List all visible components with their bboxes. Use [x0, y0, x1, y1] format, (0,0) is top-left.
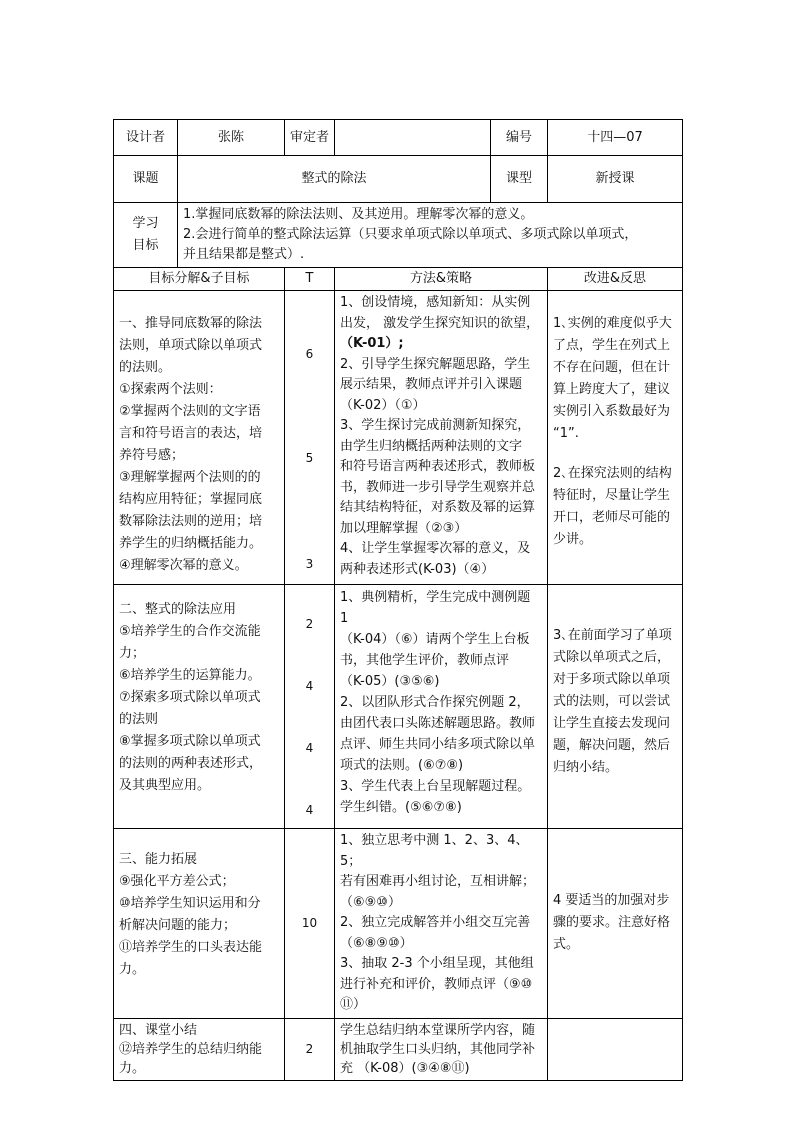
reflection-line: 1､实例的难度似乎大 [553, 316, 672, 331]
objective-line: 力。 [119, 962, 146, 977]
objective-line: 的法则。 [119, 360, 172, 375]
goal-label-line: 学习 [132, 216, 159, 231]
objective-line: 养符号感； [119, 448, 185, 463]
designer-value: 张陈 [178, 120, 285, 156]
t-value: 2 [305, 1041, 314, 1056]
objective-line: 数幂除法法则的逆用；培 [119, 514, 263, 529]
topic-value: 整式的除法 [178, 156, 491, 203]
reviewer-value [335, 120, 491, 156]
reflection-line: 归纳小结。 [553, 760, 619, 775]
method-cell [335, 1018, 548, 1080]
col-objective: 目标分解&子目标 [114, 268, 285, 291]
reflection-cell [548, 291, 683, 585]
objective-line: ⑨强化平方差公式； [119, 874, 235, 889]
objective-line: ⑦探索多项式除以单项式 [119, 690, 261, 705]
t-cell [285, 585, 335, 829]
reflection-line: 3､在前面学习了单项 [553, 628, 672, 643]
reflection-line: 式。 [553, 937, 580, 953]
method-line: 两种表述形式(K-03)（④） [340, 561, 495, 577]
method-line: 3、抽取 2-3 个小组呈现，其他组 [340, 956, 534, 971]
reflection-line: 式的法则，可以尝试 [553, 694, 671, 709]
reflection-cell [548, 585, 683, 829]
objective-line: 一、推导同底数幂的除法 [119, 316, 263, 331]
type-label: 课型 [491, 156, 548, 203]
type-value: 新授课 [548, 156, 683, 203]
method-line: 2、独立完成解答并小组交互完善 [340, 915, 531, 930]
method-line: 1、创设情境，感知新知：从实例 [340, 295, 531, 310]
reflection-line: 算上跨度大了，建议 [553, 382, 671, 397]
objective-line: 析解决问题的能力； [119, 918, 237, 933]
reflection-line: 了点，学生在列式上 [553, 338, 671, 353]
method-line: 由团代表口头陈述解题思路。教师 [340, 716, 536, 731]
method-line: 3、学生代表上台呈现解题过程。 [340, 779, 531, 794]
goal-line: 2.会进行简单的整式除法运算（只要求单项式除以单项式、多项式除以单项式， [183, 227, 638, 242]
objective-line: 二、整式的除法应用 [119, 602, 237, 617]
objective-line: 结构应用特征；掌握同底 [119, 492, 263, 507]
objective-cell [114, 291, 285, 585]
goal-line: 1.掌握同底数幂的除法法则、及其逆用。理解零次幂的意义。 [183, 207, 534, 222]
reflection-line: 4 要适当的加强对步 [553, 893, 670, 909]
reflection-line: “1”. [553, 426, 579, 441]
method-cell [335, 585, 548, 829]
method-line: 1、典例精析，学生完成中测例题 1 [340, 590, 531, 626]
method-line: 由学生归纳概括两种法则的文字 [340, 438, 523, 454]
objective-line: 四、课堂小结 [119, 1022, 198, 1038]
objective-line: 力； [119, 646, 146, 661]
method-line: 展示结果，教师点评并引入课题 [340, 377, 523, 392]
objective-line: ③理解掌握两个法则的的 [119, 470, 261, 485]
method-line: （K-01）; [340, 336, 404, 351]
method-line: 4、让学生掌握零次幂的意义，及 [340, 541, 531, 556]
method-line: 充 （K-08）(③④⑧⑪) [340, 1060, 470, 1076]
topic-label: 课题 [114, 156, 178, 203]
col-t: T [285, 268, 335, 291]
method-line: 2、引导学生探究解题思路，学生 [340, 356, 531, 372]
objective-line: 养学生的归纳概括能力。 [119, 536, 263, 551]
method-line: （K-04）（⑥）请两个学生上台板 [340, 632, 530, 647]
col-method: 方法&策略 [335, 268, 548, 291]
objective-line: 言和符号语言的表达，培 [119, 426, 263, 441]
reflection-cell [548, 1018, 683, 1080]
method-line: 学生总结归纳本堂课所学内容，随 [340, 1022, 536, 1038]
method-line: 加以理解掌握（②③） [340, 520, 468, 536]
designer-label: 设计者 [114, 120, 178, 156]
method-line: 学生纠错。(⑤⑥⑦⑧) [340, 800, 462, 815]
t-value: 2 [305, 617, 314, 631]
objective-line: ⑥培养学生的运算能力。 [119, 668, 261, 683]
reviewer-label: 审定者 [285, 120, 335, 156]
method-line: 2、以团队形式合作探究例题 2， [340, 695, 530, 710]
method-line: 项式的法则。(⑥⑦⑧) [340, 758, 464, 773]
objective-line: ⑫培养学生的总结归纳能 [119, 1041, 263, 1057]
reflection-line: 式除以单项式之后， [553, 650, 671, 665]
reflection-line: 骤的要求。注意好格 [553, 915, 671, 931]
objective-line: ⑩培养学生知识运用和分 [119, 896, 261, 911]
method-line: 出发， 激发学生探究知识的欲望， [340, 315, 540, 331]
goal-label [114, 203, 178, 268]
reflection-line [553, 445, 677, 463]
objective-line: 力。 [119, 1060, 146, 1076]
number-value: 十四—07 [548, 120, 683, 156]
method-line: （K-02）（①） [340, 397, 426, 413]
goal-line: 并且结果都是整式）. [183, 247, 305, 262]
goal-label-line: 目标 [132, 238, 159, 253]
number-label: 编号 [491, 120, 548, 156]
reflection-line: 题，解决问题，然后 [553, 738, 671, 753]
method-line: 3、学生探讨完成前测新知探究， [340, 418, 531, 433]
reflection-line: 开口，老师尽可能的 [553, 510, 671, 525]
reflection-line: 特征时，尽量让学生 [553, 488, 671, 503]
t-value: 10 [301, 915, 318, 930]
t-value: 5 [305, 451, 314, 465]
method-line: 机抽取学生口头归纳，其他同学补 [340, 1041, 536, 1057]
objective-line: ⑪培养学生的口头表达能 [119, 940, 263, 955]
objective-line: 及其典型应用。 [119, 778, 211, 793]
table-row [114, 829, 683, 1019]
table-row [114, 1018, 683, 1080]
reflection-line: 少讲。 [553, 532, 593, 547]
method-line: （K-05）(③⑤⑥) [340, 674, 440, 689]
method-line: （⑥⑨⑩） [340, 894, 401, 910]
t-value: 3 [305, 557, 314, 571]
t-cell [285, 829, 335, 1019]
objective-line: ⑤培养学生的合作交流能 [119, 624, 261, 639]
method-line: （⑥⑧⑨⑩） [340, 935, 413, 951]
t-value: 6 [305, 347, 314, 361]
objective-line: 法则，单项式除以单项式 [119, 338, 263, 353]
objective-line: 的法则的两种表述形式， [119, 756, 263, 771]
objective-cell [114, 585, 285, 829]
t-cell [285, 1018, 335, 1080]
reflection-line: 实例引入系数最好为 [553, 404, 671, 419]
objective-line: ④理解零次幂的意义。 [119, 558, 248, 573]
reflection-line: 让学生直接去发现问 [553, 716, 671, 731]
method-line: 和符号语言两种表述形式，教师板 [340, 459, 536, 474]
method-line: 点评、师生共同小结多项式除以单 [340, 737, 536, 752]
objective-line: ⑧掌握多项式除以单项式 [119, 734, 261, 749]
reflection-line: 2､在探究法则的结构 [553, 466, 672, 481]
reflection-cell [548, 829, 683, 1019]
method-cell [335, 829, 548, 1019]
reflection-line: 对于多项式除以单项 [553, 672, 671, 687]
method-line: 1、独立思考中测 1、2、3、4、5； [340, 833, 529, 869]
method-cell [335, 291, 548, 585]
t-value: 4 [305, 679, 314, 693]
lesson-plan-table [113, 119, 683, 1081]
objective-line: ①探索两个法则： [119, 382, 222, 397]
objective-line: 三、能力拓展 [119, 852, 198, 867]
t-value: 4 [305, 803, 314, 817]
method-line: ⑪） [340, 997, 367, 1012]
table-row [114, 291, 683, 585]
objective-cell [114, 829, 285, 1019]
col-reflection: 改进&反思 [548, 268, 683, 291]
objective-cell [114, 1018, 285, 1080]
reflection-line: 不存在问题，但在计 [553, 360, 671, 375]
method-line: 结其结构特征，对系数及幂的运算 [340, 500, 536, 515]
goals [178, 203, 683, 268]
method-line: 书，其他学生评价，教师点评 [340, 653, 510, 668]
objective-line: 的法则 [119, 712, 159, 727]
table-row [114, 585, 683, 829]
t-cell [285, 291, 335, 585]
t-value: 4 [305, 741, 314, 755]
method-line: 书，教师进一步引导学生观察并总 [340, 479, 536, 495]
method-line: 进行补充和评价，教师点评（⑨⑩ [340, 976, 533, 992]
method-line: 若有困难再小组讨论，互相讲解； [340, 874, 536, 889]
objective-line: ②掌握两个法则的文字语 [119, 404, 261, 419]
